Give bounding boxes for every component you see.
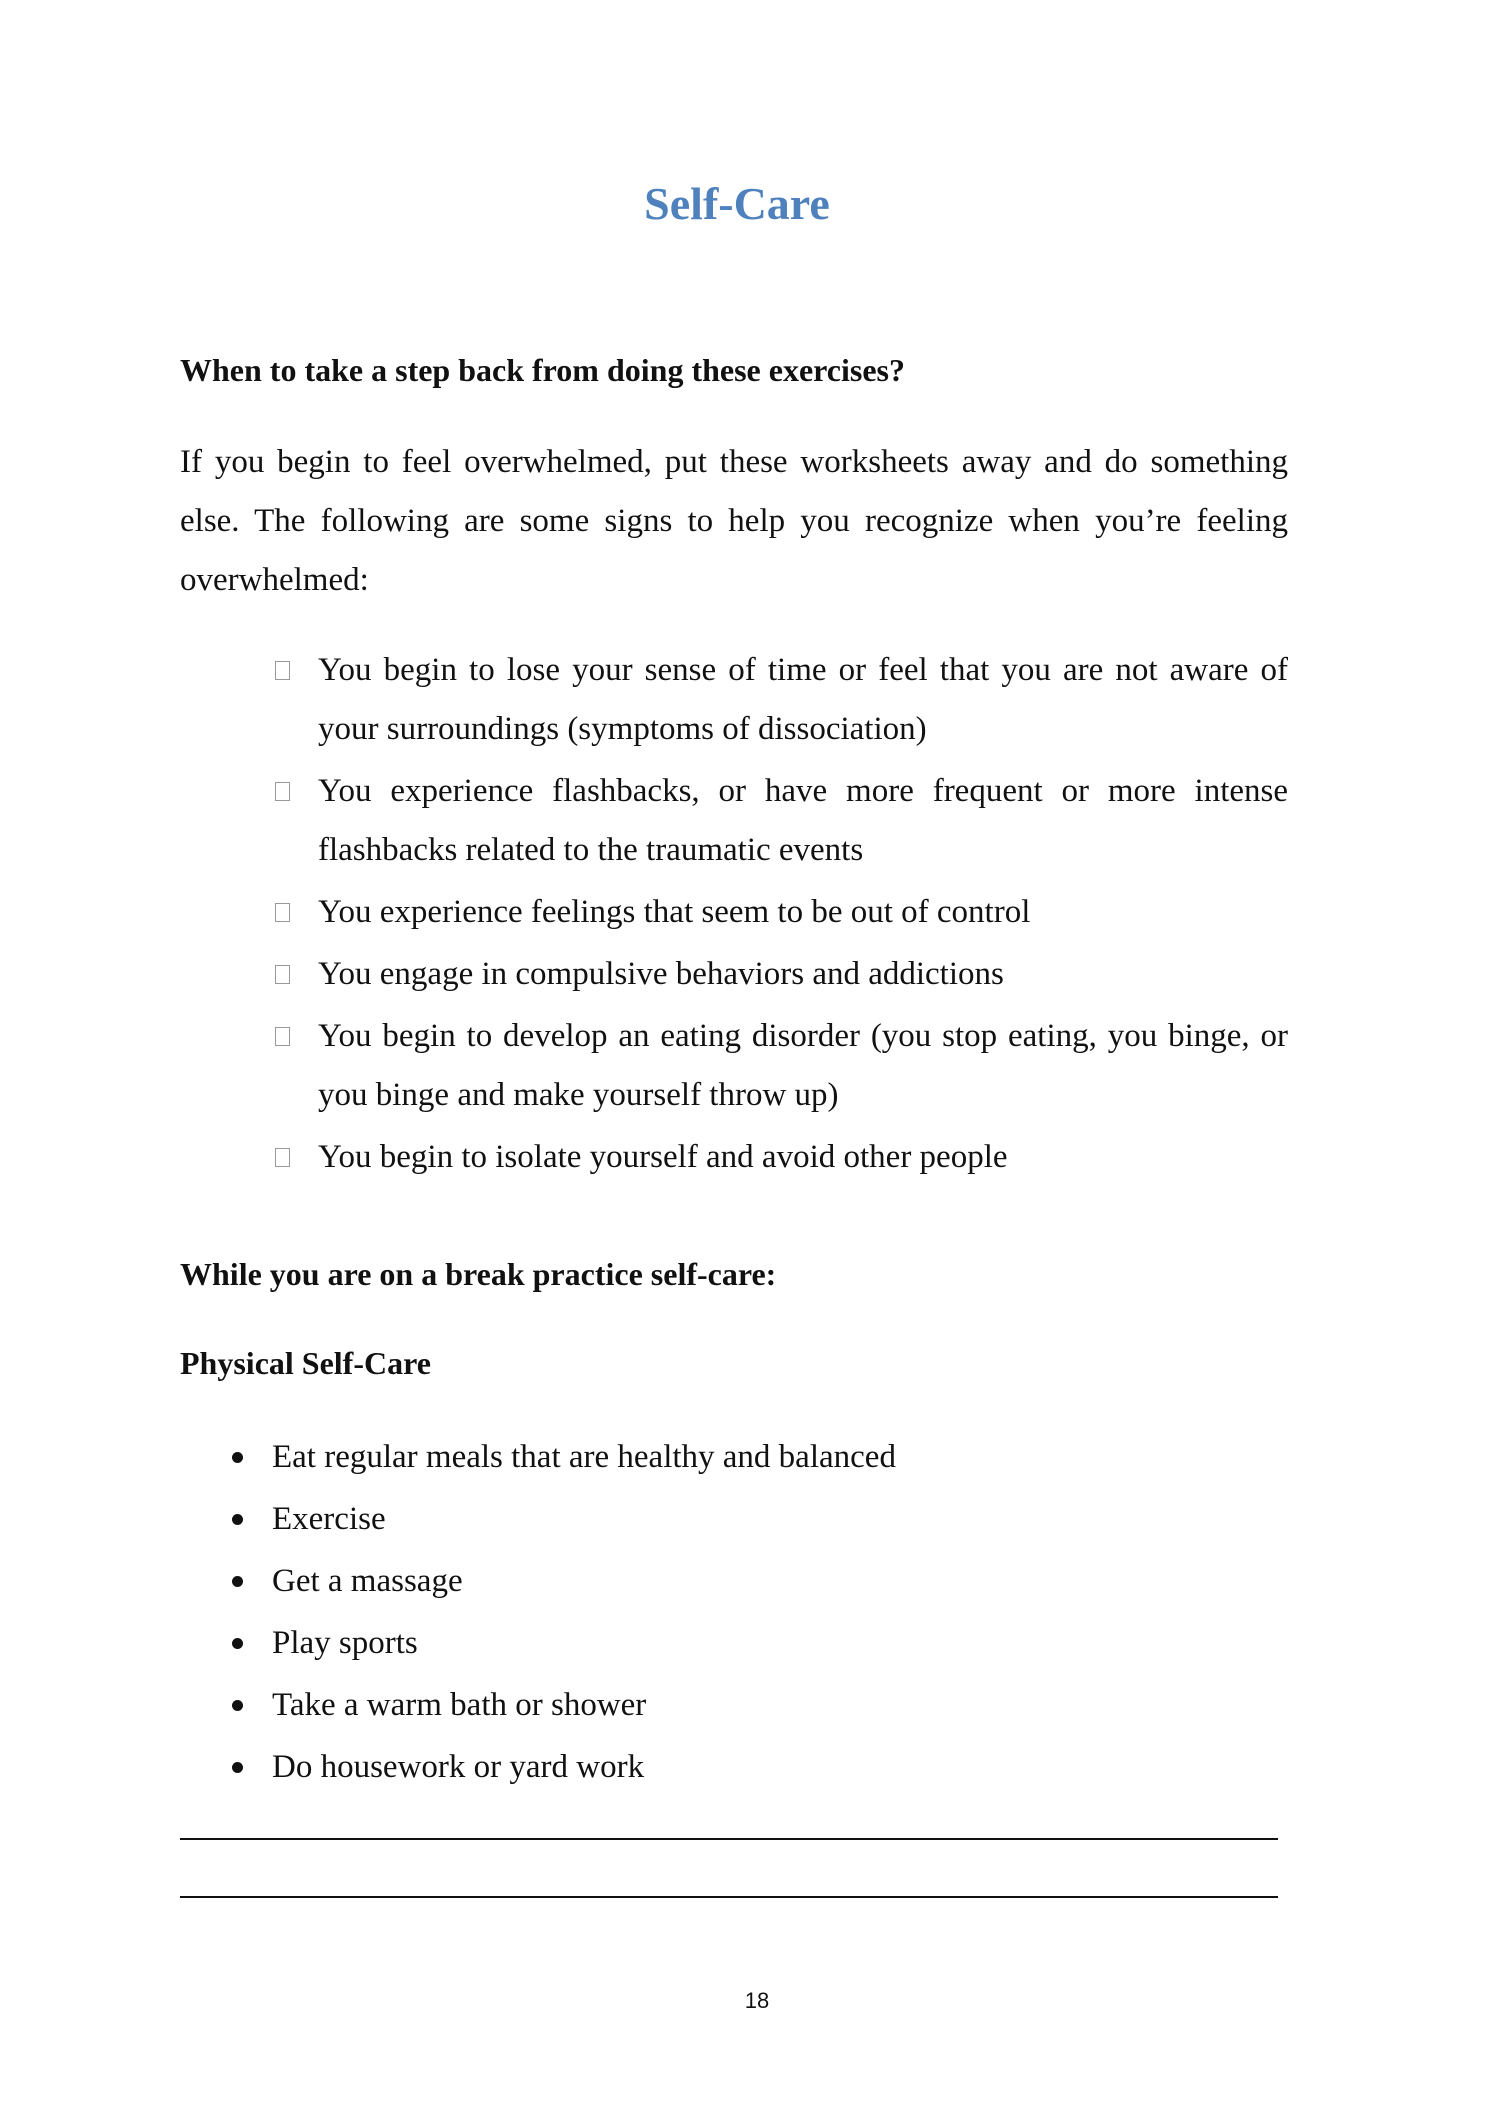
bullet-icon	[232, 1638, 243, 1649]
writing-line	[180, 1838, 1278, 1840]
bullet-icon	[232, 1452, 243, 1463]
list-item-text: You begin to develop an eating disorder (you stop eating, you binge, or you binge and make yourself throw up)	[318, 1018, 1288, 1113]
page-title: Self-Care	[644, 178, 830, 229]
bullet-icon	[232, 1762, 243, 1773]
physical-self-care-list	[223, 1426, 896, 1798]
section-heading-step-back: When to take a step back from doing these exercises?	[180, 352, 905, 388]
checkbox-square-icon	[275, 1148, 290, 1167]
list-item-text: Eat regular meals that are healthy and balanced	[272, 1439, 896, 1475]
subheading-physical-self-care: Physical Self-Care	[180, 1345, 431, 1381]
checkbox-square-icon	[275, 661, 290, 680]
list-item-text: You begin to isolate yourself and avoid other people	[318, 1139, 1008, 1175]
list-item	[270, 762, 1288, 880]
checkbox-square-icon	[275, 782, 290, 801]
page-number: 18	[744, 1988, 770, 2013]
checkbox-square-icon	[275, 903, 290, 922]
checkbox-square-icon	[275, 965, 290, 984]
list-item-text: Take a warm bath or shower	[272, 1687, 647, 1723]
list-item	[270, 1007, 1288, 1125]
list-item-text: You engage in compulsive behaviors and addictions	[318, 956, 1004, 992]
bullet-icon	[232, 1700, 243, 1711]
list-item-text: You experience flashbacks, or have more frequent or more intense flashbacks related to the traumatic events	[318, 773, 1288, 868]
list-item-text: Exercise	[272, 1501, 386, 1537]
list-item	[223, 1736, 896, 1798]
list-item	[223, 1488, 896, 1550]
bullet-icon	[232, 1514, 243, 1525]
list-item	[270, 945, 1288, 1004]
list-item-text: Get a massage	[272, 1563, 463, 1599]
list-item	[223, 1674, 896, 1736]
list-item	[223, 1426, 896, 1488]
list-item	[270, 641, 1288, 759]
warning-signs-list	[270, 641, 1288, 1190]
intro-paragraph: If you begin to feel overwhelmed, put these worksheets away and do something else. The following are some signs to help you recognize when you’re feeling overwhelmed:	[180, 444, 1288, 598]
list-item-text: You begin to lose your sense of time or feel that you are not aware of your surroundings (symptoms of dissociation)	[318, 652, 1288, 747]
checkbox-square-icon	[275, 1027, 290, 1046]
list-item-text: Play sports	[272, 1625, 418, 1661]
list-item	[270, 883, 1288, 942]
list-item	[223, 1612, 896, 1674]
writing-line	[180, 1896, 1278, 1898]
list-item	[223, 1550, 896, 1612]
list-item-text: Do housework or yard work	[272, 1749, 645, 1785]
bullet-icon	[232, 1576, 243, 1587]
list-item	[270, 1128, 1288, 1187]
section-heading-break: While you are on a break practice self-care:	[180, 1256, 777, 1292]
list-item-text: You experience feelings that seem to be out of control	[318, 894, 1031, 930]
